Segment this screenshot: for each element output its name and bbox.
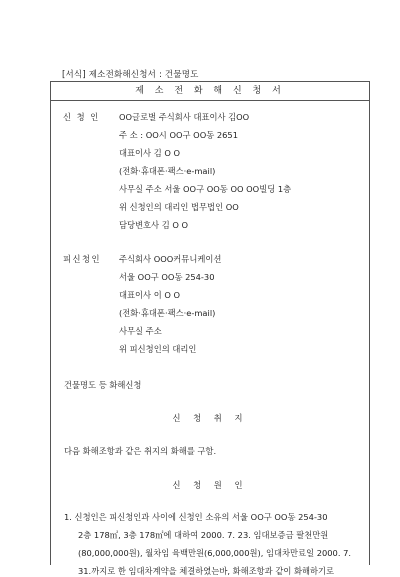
applicant-role-label: 신 청 인 (63, 112, 100, 122)
respondent-role-label: 피신청인 (63, 254, 102, 264)
respondent-line: 사무실 주소 (119, 326, 162, 336)
respondent-line: 대표이사 이 O O (119, 290, 181, 300)
document-title: 제 소 전 화 해 신 청 서 (51, 82, 369, 101)
purpose-text: 다음 화해조항과 같은 취지의 화해를 구함. (64, 446, 217, 456)
applicant-line: 위 신청인의 대리인 법무법인 OO (119, 202, 239, 212)
cause-line: 1. 신청인은 피신청인과 사이에 신청인 소유의 서울 OO구 OO동 254-30 (64, 512, 328, 522)
form-label: [서식] 제소전화해신청서 : 건물명도 (62, 70, 199, 80)
purpose-heading: 신 청 취 지 (172, 413, 248, 423)
case-subject: 건물명도 등 화해신청 (64, 380, 142, 390)
respondent-line: 주식회사 OOO커뮤니케이션 (119, 254, 222, 264)
respondent-line: 위 피신청인의 대리인 (119, 344, 197, 354)
respondent-line: (전화·휴대폰·팩스·e-mail) (119, 308, 216, 318)
cause-line: 31.까지로 한 임대차계약을 체결하였는바, 화해조항과 같이 화해하기로 (78, 566, 335, 576)
cause-line: 2층 178㎡, 3층 178㎡에 대하여 2000. 7. 23. 임대보증금 팔천만원 (78, 530, 329, 540)
applicant-line: 대표이사 김 O O (119, 148, 181, 158)
applicant-line: 주 소 : OO시 OO구 OO동 2651 (119, 130, 238, 140)
cause-heading: 신 청 원 인 (172, 480, 248, 490)
respondent-line: 서울 OO구 OO동 254-30 (119, 272, 215, 282)
applicant-line: 담당변호사 김 O O (119, 220, 189, 230)
applicant-line: (전화·휴대폰·팩스·e-mail) (119, 166, 216, 176)
document-frame (50, 81, 370, 576)
cause-line: (80,000,000원), 월차임 육백만원(6,000,000원), 임대차만료일 2000. 7. (78, 548, 352, 558)
applicant-line: OO글로벌 주식회사 대표이사 김OO (119, 112, 250, 122)
applicant-line: 사무실 주소 서울 OO구 OO동 OO OO빌딩 1층 (119, 184, 292, 194)
